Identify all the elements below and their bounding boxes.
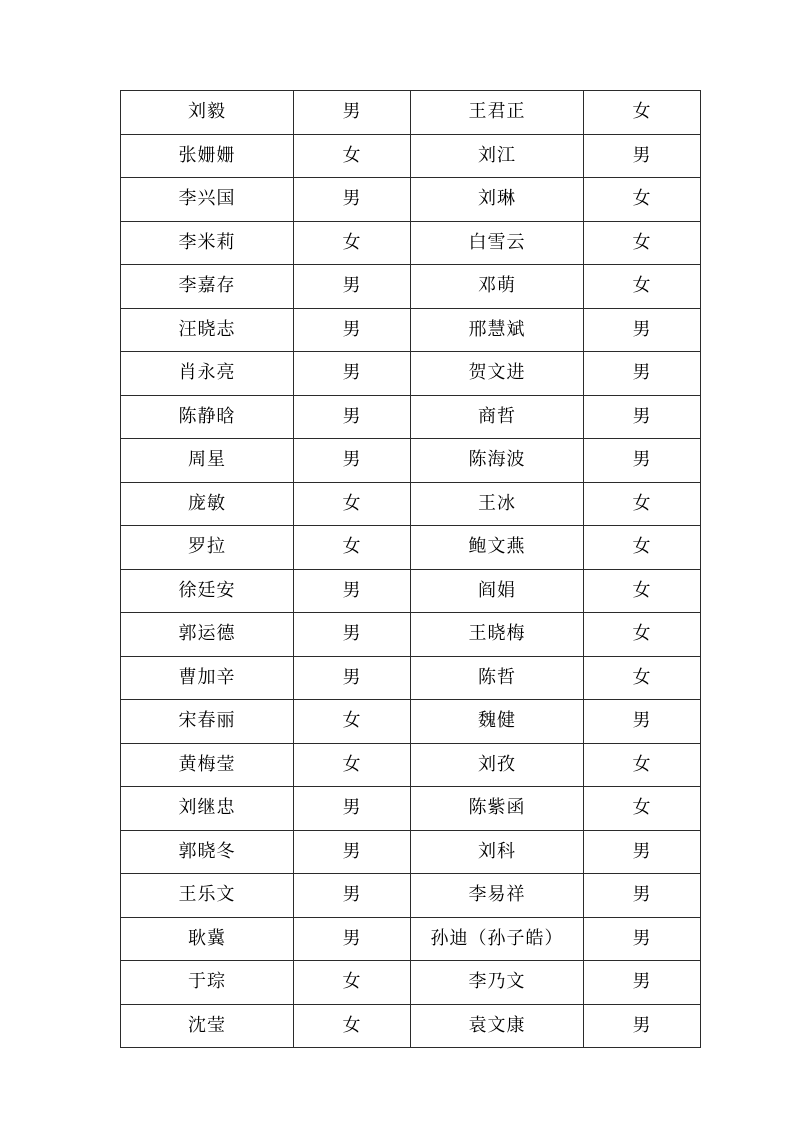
table-row (121, 917, 701, 961)
cell-gender: 女 (584, 743, 701, 787)
table-row (121, 439, 701, 483)
cell-gender: 男 (294, 830, 411, 874)
table-row (121, 308, 701, 352)
cell-gender: 女 (584, 787, 701, 831)
cell-name: 刘琳 (411, 178, 584, 222)
cell-gender: 男 (584, 395, 701, 439)
cell-gender: 女 (294, 482, 411, 526)
table-row (121, 613, 701, 657)
cell-name: 李易祥 (411, 874, 584, 918)
cell-gender: 男 (584, 134, 701, 178)
cell-gender: 女 (294, 743, 411, 787)
cell-gender: 女 (584, 482, 701, 526)
cell-name: 罗拉 (121, 526, 294, 570)
table-row (121, 134, 701, 178)
table-row (121, 569, 701, 613)
cell-name: 王君正 (411, 91, 584, 135)
cell-gender: 男 (584, 917, 701, 961)
table-row (121, 221, 701, 265)
cell-gender: 男 (294, 265, 411, 309)
cell-name: 周星 (121, 439, 294, 483)
table-row (121, 352, 701, 396)
cell-name: 刘孜 (411, 743, 584, 787)
table-row (121, 961, 701, 1005)
table-row (121, 743, 701, 787)
cell-gender: 男 (584, 961, 701, 1005)
cell-name: 阎娟 (411, 569, 584, 613)
cell-name: 刘江 (411, 134, 584, 178)
cell-name: 孙迪（孙子皓） (411, 917, 584, 961)
cell-gender: 女 (584, 91, 701, 135)
cell-gender: 女 (584, 178, 701, 222)
cell-gender: 男 (294, 178, 411, 222)
cell-name: 魏健 (411, 700, 584, 744)
table-row (121, 265, 701, 309)
cell-gender: 女 (584, 569, 701, 613)
cell-gender: 男 (294, 874, 411, 918)
cell-name: 鲍文燕 (411, 526, 584, 570)
cell-name: 耿冀 (121, 917, 294, 961)
cell-name: 商哲 (411, 395, 584, 439)
cell-gender: 女 (294, 134, 411, 178)
table-row (121, 830, 701, 874)
cell-gender: 男 (584, 830, 701, 874)
table-row (121, 526, 701, 570)
cell-name: 刘毅 (121, 91, 294, 135)
cell-gender: 男 (584, 1004, 701, 1048)
cell-gender: 男 (294, 613, 411, 657)
cell-name: 汪晓志 (121, 308, 294, 352)
cell-name: 刘科 (411, 830, 584, 874)
cell-name: 陈紫函 (411, 787, 584, 831)
cell-name: 邢慧斌 (411, 308, 584, 352)
cell-gender: 女 (584, 656, 701, 700)
cell-name: 宋春丽 (121, 700, 294, 744)
cell-gender: 男 (584, 352, 701, 396)
table-row (121, 91, 701, 135)
table-row (121, 395, 701, 439)
cell-name: 李兴国 (121, 178, 294, 222)
cell-name: 白雪云 (411, 221, 584, 265)
cell-gender: 女 (584, 265, 701, 309)
cell-name: 陈海波 (411, 439, 584, 483)
cell-name: 沈莹 (121, 1004, 294, 1048)
table-row (121, 700, 701, 744)
cell-gender: 女 (294, 526, 411, 570)
cell-gender: 男 (294, 439, 411, 483)
cell-name: 李乃文 (411, 961, 584, 1005)
cell-name: 陈静晗 (121, 395, 294, 439)
cell-gender: 男 (584, 308, 701, 352)
cell-name: 李嘉存 (121, 265, 294, 309)
table-row (121, 874, 701, 918)
cell-name: 刘继忠 (121, 787, 294, 831)
cell-gender: 男 (294, 787, 411, 831)
cell-name: 庞敏 (121, 482, 294, 526)
cell-name: 于琮 (121, 961, 294, 1005)
cell-gender: 男 (294, 308, 411, 352)
table-row (121, 787, 701, 831)
table-body (121, 91, 701, 1048)
cell-name: 徐廷安 (121, 569, 294, 613)
cell-gender: 男 (294, 91, 411, 135)
cell-gender: 女 (294, 700, 411, 744)
cell-name: 贺文进 (411, 352, 584, 396)
cell-name: 郭晓冬 (121, 830, 294, 874)
cell-gender: 男 (294, 569, 411, 613)
cell-gender: 女 (584, 526, 701, 570)
cell-gender: 男 (294, 656, 411, 700)
cell-name: 曹加辛 (121, 656, 294, 700)
cell-gender: 男 (294, 395, 411, 439)
cell-name: 袁文康 (411, 1004, 584, 1048)
cell-gender: 男 (294, 917, 411, 961)
cell-name: 王冰 (411, 482, 584, 526)
cell-gender: 男 (584, 439, 701, 483)
table-row (121, 178, 701, 222)
cell-gender: 女 (584, 221, 701, 265)
cell-name: 王乐文 (121, 874, 294, 918)
cell-gender: 女 (294, 221, 411, 265)
names-table (120, 90, 701, 1048)
cell-name: 张姗姗 (121, 134, 294, 178)
cell-name: 肖永亮 (121, 352, 294, 396)
cell-gender: 男 (584, 874, 701, 918)
cell-name: 黄梅莹 (121, 743, 294, 787)
table-row (121, 482, 701, 526)
cell-gender: 男 (294, 352, 411, 396)
cell-gender: 女 (294, 961, 411, 1005)
cell-gender: 男 (584, 700, 701, 744)
table-row (121, 656, 701, 700)
cell-gender: 女 (294, 1004, 411, 1048)
cell-name: 邓萌 (411, 265, 584, 309)
cell-name: 王晓梅 (411, 613, 584, 657)
cell-gender: 女 (584, 613, 701, 657)
cell-name: 李米莉 (121, 221, 294, 265)
table-row (121, 1004, 701, 1048)
cell-name: 陈哲 (411, 656, 584, 700)
cell-name: 郭运德 (121, 613, 294, 657)
